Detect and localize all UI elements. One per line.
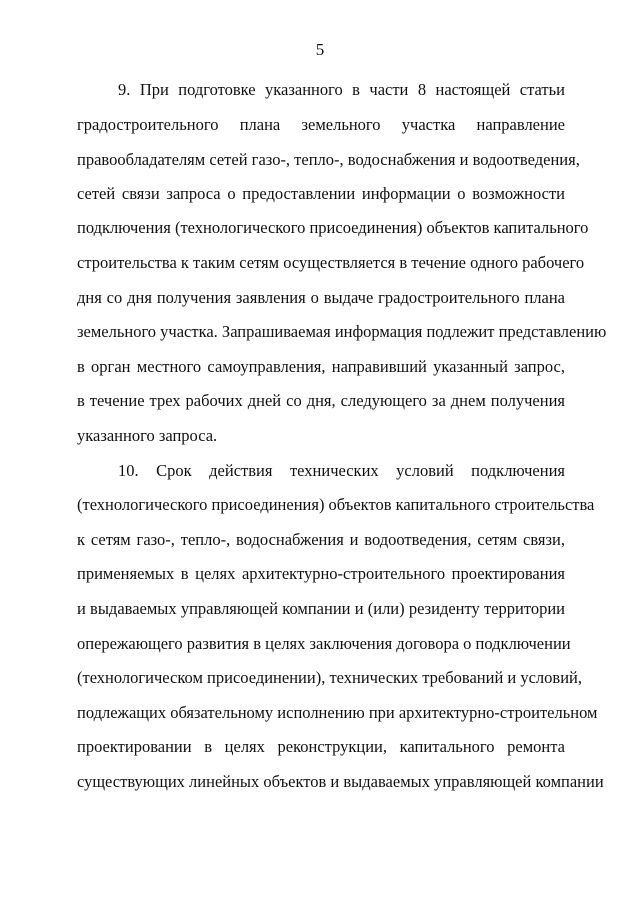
text-line: земельного участка. Запрашиваемая информация подлежит представлению — [77, 322, 607, 341]
text-line: 10. Срок действия технических условий подключения — [118, 461, 565, 480]
text-line: в орган местного самоуправления, направивший указанный запрос, — [77, 357, 565, 376]
page-number: 5 — [315, 40, 325, 59]
text-line: существующих линейных объектов и выдаваемых управляющей компании — [77, 772, 604, 791]
text-line: указанного запроса. — [77, 426, 218, 445]
text-line: подключения (технологического присоединения) объектов капитального — [77, 218, 589, 237]
text-line: проектировании в целях реконструкции, капитального ремонта — [77, 737, 565, 756]
text-line: строительства к таким сетям осуществляется в течение одного рабочего — [77, 253, 585, 272]
text-line: сетей связи запроса о предоставлении информации о возможности — [77, 184, 565, 203]
text-line: опережающего развития в целях заключения договора о подключении — [77, 634, 571, 653]
text-line: подлежащих обязательному исполнению при архитектурно-строительном — [77, 703, 598, 722]
text-line: в течение трех рабочих дней со дня, следующего за днем получения — [77, 391, 565, 410]
text-line: и выдаваемых управляющей компании и (или) резиденту территории — [77, 599, 565, 618]
text-line: к сетям газо-, тепло-, водоснабжения и водоотведения, сетям связи, — [77, 530, 565, 549]
text-line: дня со дня получения заявления о выдаче градостроительного плана — [77, 288, 565, 307]
text-line: (технологического присоединения) объектов капитального строительства — [77, 495, 595, 514]
text-line: правообладателям сетей газо-, тепло-, водоснабжения и водоотведения, — [77, 150, 580, 169]
text-line: применяемых в целях архитектурно-строительного проектирования — [77, 564, 565, 583]
text-line: 9. При подготовке указанного в части 8 настоящей статьи — [118, 80, 565, 99]
text-line: градостроительного плана земельного участка направление — [77, 115, 565, 134]
text-line: (технологическом присоединении), технических требований и условий, — [77, 668, 582, 687]
